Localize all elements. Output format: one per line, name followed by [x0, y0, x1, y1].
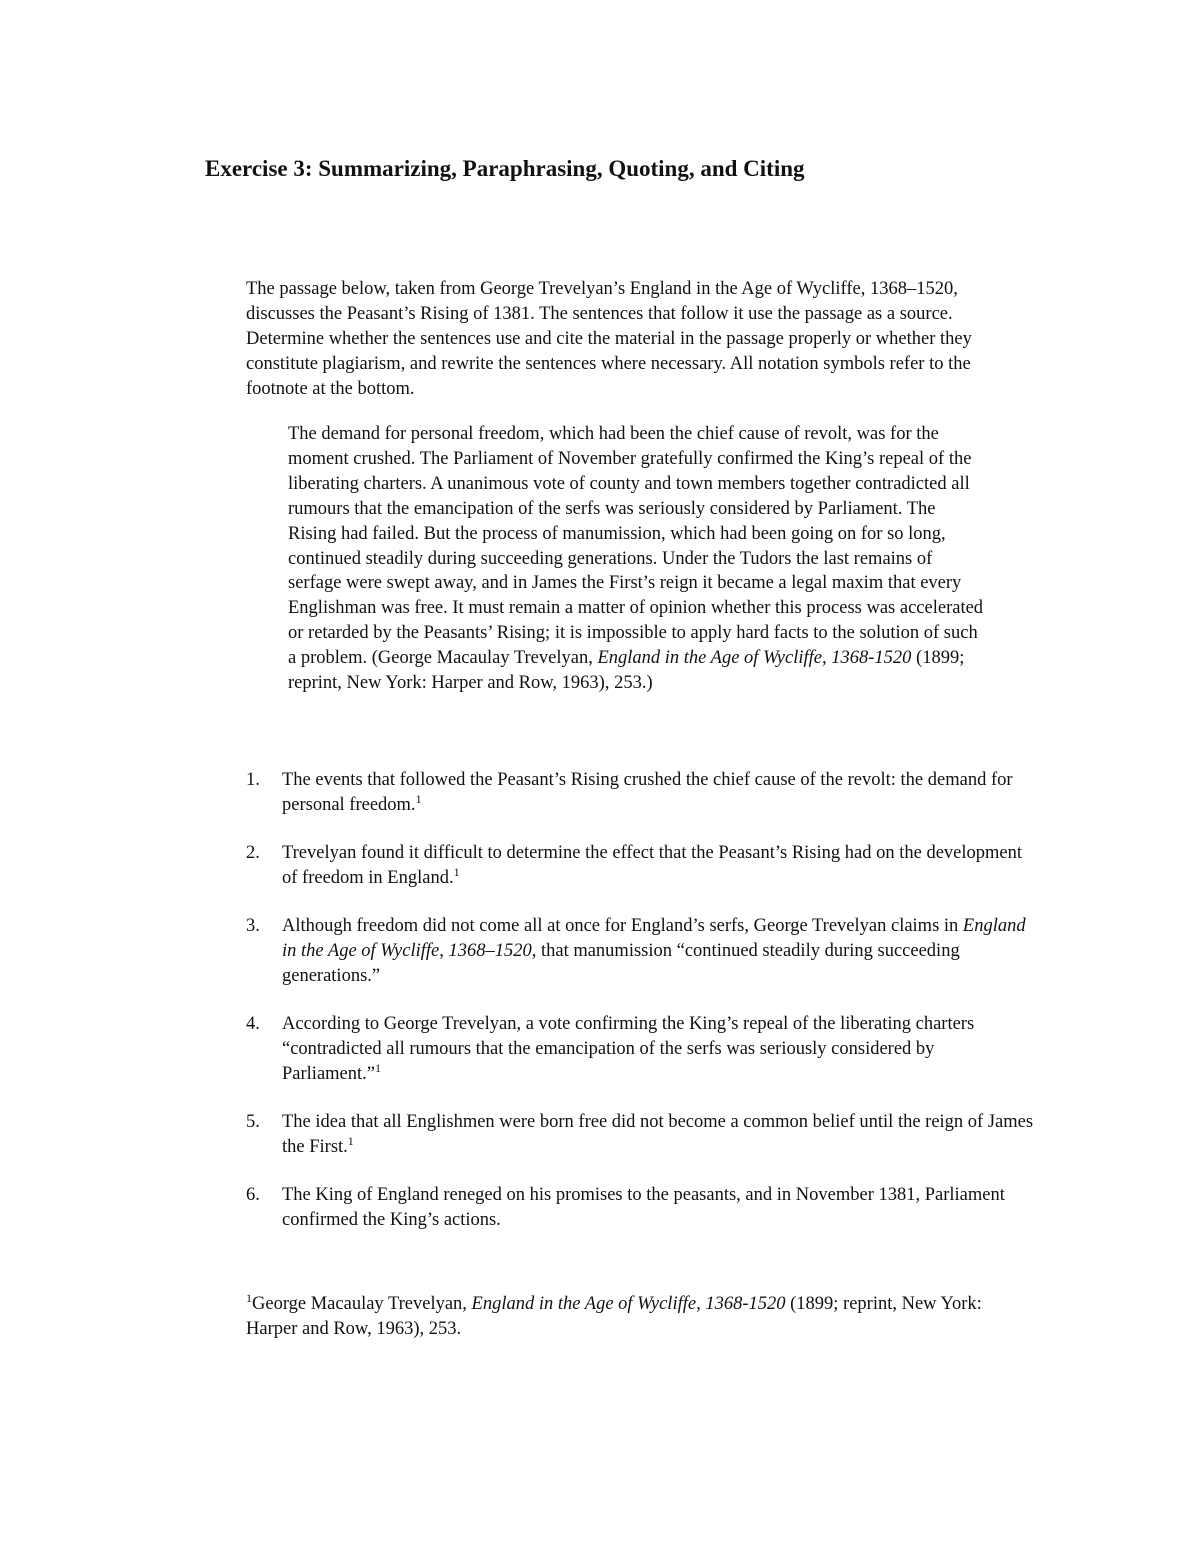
list-item-text: The events that followed the Peasant’s Rising crushed the chief cause of the revolt: the demand for personal freedom.$^1$: [282, 770, 1013, 815]
document-title: Exercise 3: Summarizing, Paraphrasing, Quoting, and Citing: [205, 156, 805, 181]
intro-paragraph: The passage below, taken from George Trevelyan’s England in the Age of Wycliffe, 1368–1520, discusses the Peasant’s Rising of 1381. The sentences that follow it use the passage as a source. Determine whether the sentences use and cite the material in the passage properly or whether they constitute plagiarism, and rewrite the sentences where necessary. All notation symbols refer to the footnote at the bottom.: [246, 279, 972, 399]
footnote-rest: (1899; reprint, New York: Harper and Row, 1963), 253.: [246, 1294, 982, 1339]
list-item-text: According to George Trevelyan, a vote confirming the King’s repeal of the liberating charters “contradicted all rumours that the emancipation of the serfs was seriously considered by Parliament.”$^1$: [282, 1014, 975, 1084]
footnote-mark: 1: [415, 791, 422, 806]
footnote-mark: 1: [374, 1060, 381, 1075]
list-item: [246, 1012, 1036, 1087]
list-item: [246, 841, 1036, 891]
footnote-author: George Macaulay Trevelyan,: [252, 1294, 472, 1314]
block-quote-citation-rest: (1899; reprint, New York: Harper and Row, 1963), 253.): [288, 648, 965, 694]
list-item-number: 5.: [246, 1112, 260, 1132]
footnote-mark: 1: [347, 1133, 354, 1148]
list-item-text: The King of England reneged on his promises to the peasants, and in November 1381, Parliament confirmed the King’s actions.: [282, 1185, 1005, 1230]
list-item: [246, 768, 1036, 818]
footnote-number: 1: [246, 1290, 252, 1305]
list-item: [246, 914, 1036, 989]
footnote: [246, 1292, 1036, 1342]
list-item-number: 4.: [246, 1014, 260, 1034]
book-title-italic: England in the Age of Wycliffe, 1368–1520: [282, 916, 1026, 961]
list-item-text: Trevelyan found it difficult to determine the effect that the Peasant’s Rising had on the development of freedom in England.$^1$: [282, 843, 1022, 888]
block-quote: [288, 422, 988, 696]
list-item: [246, 1110, 1036, 1160]
footnote-mark: 1: [453, 864, 460, 879]
block-quote-citation-title: England in the Age of Wycliffe, 1368-1520: [597, 648, 912, 669]
list-item-number: 3.: [246, 916, 260, 936]
footnote-title: England in the Age of Wycliffe, 1368-1520: [471, 1294, 786, 1314]
list-item-text: The idea that all Englishmen were born free did not become a common belief until the reign of James the First.$^1$: [282, 1112, 1034, 1157]
exercise-list: [246, 768, 1036, 1256]
list-item-text: Although freedom did not come all at once for England’s serfs, George Trevelyan claims in England in the Age of Wycliffe, 1368–1520, that manumission “continued steadily during succeeding generations.”: [282, 916, 1026, 986]
list-item: [246, 1183, 1036, 1233]
list-item-number: 2.: [246, 843, 260, 863]
list-item-number: 1.: [246, 770, 260, 790]
block-quote-text: The demand for personal freedom, which had been the chief cause of revolt, was for the moment crushed. The Parliament of November gratefully confirmed the King’s repeal of the liberating charters. A unanimous vote of county and town members together contradicted all rumours that the emancipation of the serfs was seriously considered by Parliament. The Rising had failed. But the process of manumission, which had been going on for so long, continued steadily during succeeding generations. Under the Tudors the last remains of serfage were swept away, and in James the First’s reign it became a legal maxim that every Englishman was free. It must remain a matter of opinion whether this process was accelerated or retarded by the Peasants’ Rising; it is impossible to apply hard facts to the solution of such a problem. (George Macaulay Trevelyan,: [288, 424, 984, 669]
list-item-number: 6.: [246, 1185, 260, 1205]
